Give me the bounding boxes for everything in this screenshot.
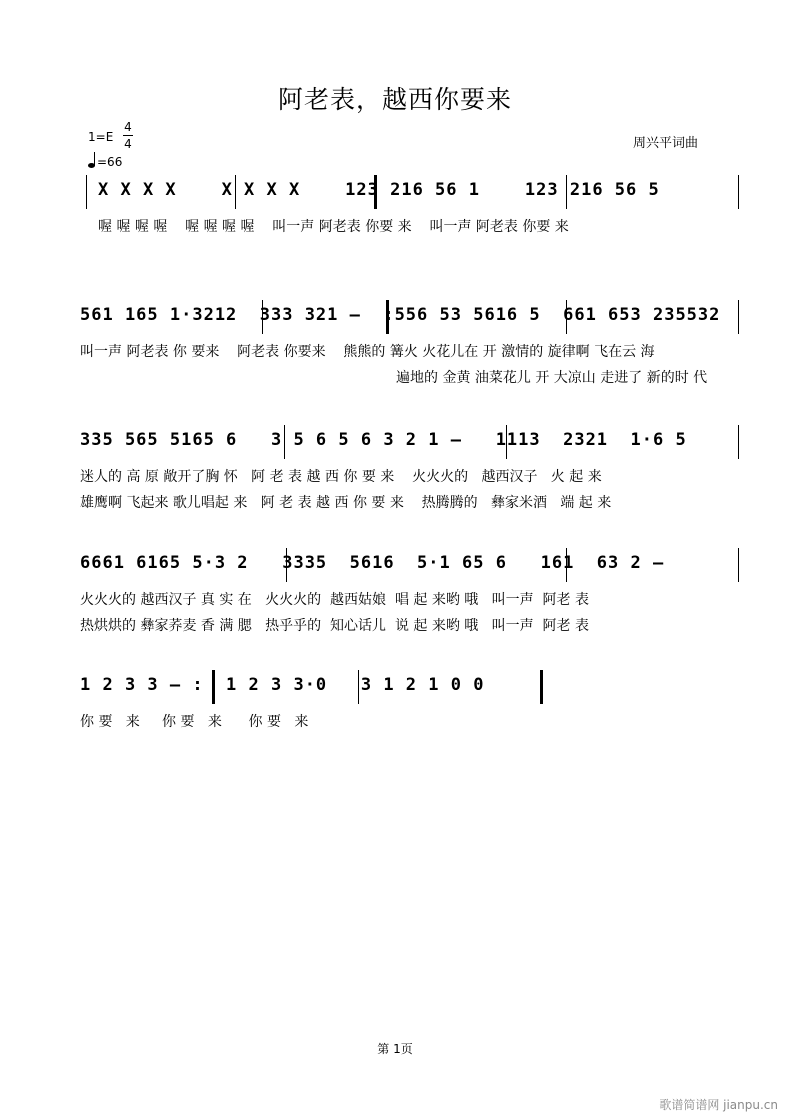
lyrics-line-5-verse-1: 你 要 来 你 要 来 你 要 来: [80, 714, 309, 730]
score-line-2: [0, 305, 790, 405]
score-line-5: [0, 675, 790, 775]
time-signature-top: 4: [124, 120, 132, 134]
quarter-note-icon: [88, 163, 95, 168]
score-line-3: [0, 430, 790, 530]
notation-line-1: X X X X X X X X 123 216 56 1 123 216 56 5: [98, 180, 660, 200]
key-signature: 1=E: [88, 130, 114, 144]
tempo-marking: [88, 155, 122, 169]
lyrics-line-2-verse-2: 遍地的 金黄 油菜花儿 开 大凉山 走进了 新的时 代: [396, 370, 708, 386]
time-signature-bottom: 4: [124, 137, 132, 151]
notation-line-4: 6661 6165 5·3 2 3335 5616 5·1 65 6 161 63 2 –: [80, 553, 665, 573]
lyrics-line-4-verse-2: 热烘烘的 彝家荞麦 香 满 腮 热乎乎的 知心话儿 说 起 来哟 哦 叫一声 阿老 表: [80, 618, 590, 634]
page-number: 第 1页: [377, 1042, 413, 1056]
notation-line-2: 561 165 1·3212 333 321 – :556 53 5616 5 661 653 235532: [80, 305, 721, 325]
notation-line-3: 335 565 5165 6 3 5 6 5 6 3 2 1 – 1113 2321 1·6 5: [80, 430, 687, 450]
lyrics-line-4-verse-1: 火火火的 越西汉子 真 实 在 火火火的 越西姑娘 唱 起 来哟 哦 叫一声 阿老 表: [80, 592, 590, 608]
notation-line-5: 1 2 3 3 – : 1 2 3 3·0 3 1 2 1 0 0: [80, 675, 485, 695]
lyrics-line-3-verse-2: 雄鹰啊 飞起来 歌儿唱起 来 阿 老 表 越 西 你 要 来 热腾腾的 彝家米酒 端 起 来: [80, 495, 612, 511]
lyrics-line-3-verse-1: 迷人的 高 原 敞开了胸 怀 阿 老 表 越 西 你 要 来 火火火的 越西汉子 火 起 来: [80, 469, 602, 485]
page-title: 阿老表，越西你要来: [277, 85, 512, 114]
time-signature: [123, 120, 133, 151]
tempo-value: =66: [97, 155, 123, 169]
lyrics-line-1-verse-1: 喔 喔 喔 喔 喔 喔 喔 喔 叫一声 阿老表 你要 来 叫一声 阿老表 你要 来: [98, 219, 569, 235]
site-watermark: 歌谱简谱网 jianpu.cn: [659, 1098, 778, 1112]
score-line-1: [0, 180, 790, 280]
composer-credit: 周兴平词曲: [633, 136, 699, 151]
lyrics-line-2-verse-1: 叫一声 阿老表 你 要来 阿老表 你要来 熊熊的 篝火 火花儿在 开 激情的 旋律啊 飞在云 海: [80, 344, 655, 360]
score-line-4: [0, 553, 790, 653]
